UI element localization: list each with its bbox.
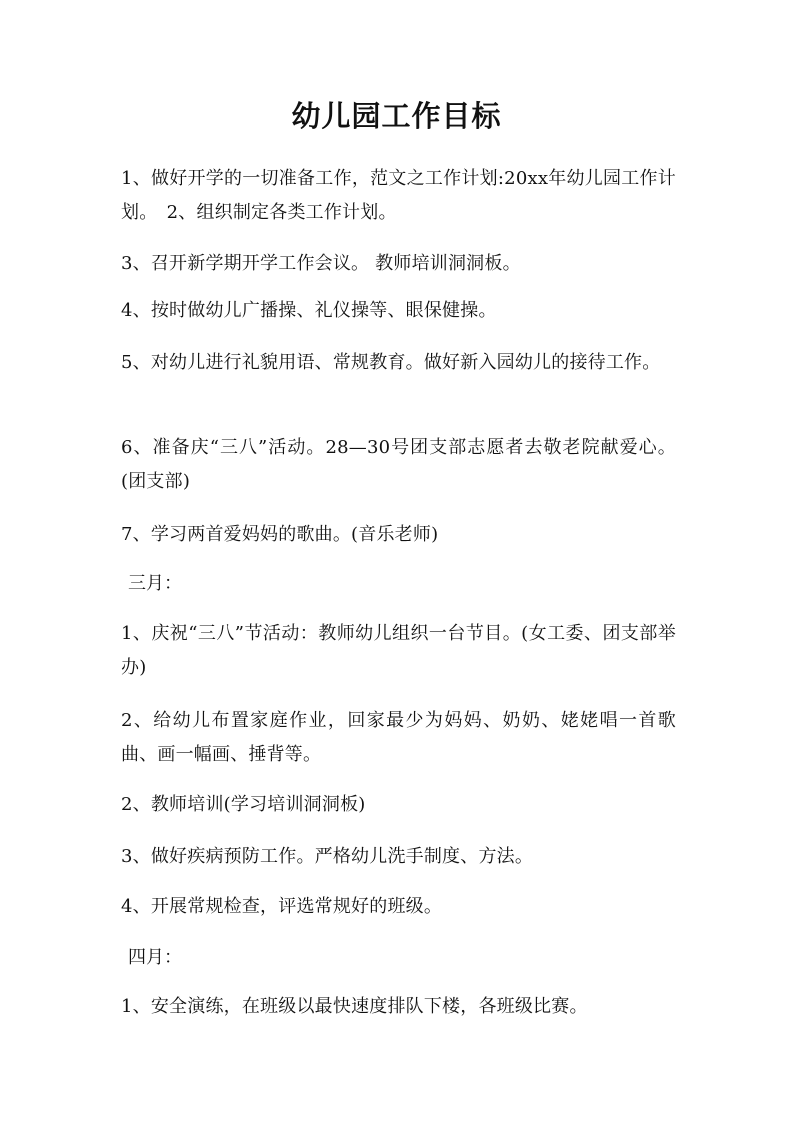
paragraph-1: 1、做好开学的一切准备工作，范文之工作计划:20xx年幼儿园工作计划。 2、组织制定各类工作计划。 (121, 168, 676, 223)
march-item-3: 3、做好疾病预防工作。严格幼儿洗手制度、方法。 (121, 846, 534, 867)
paragraph-5: 5、对幼儿进行礼貌用语、常规教育。做好新入园幼儿的接待工作。 (121, 352, 661, 373)
paragraph-4: 4、按时做幼儿广播操、礼仪操等、眼保健操。 (121, 300, 497, 321)
march-item-4: 4、开展常规检查，评选常规好的班级。 (121, 896, 443, 917)
section-heading-march: 三月： (128, 573, 182, 594)
march-item-training: 2、教师培训(学习培训洞洞板) (121, 794, 366, 815)
paragraph-3: 3、召开新学期开学工作会议。 教师培训洞洞板。 (121, 253, 521, 274)
paragraph-7: 7、学习两首爱妈妈的歌曲。(音乐老师) (121, 524, 439, 545)
march-item-2: 2、给幼儿布置家庭作业，回家最少为妈妈、奶奶、姥姥唱一首歌曲、画一幅画、捶背等。 (121, 710, 676, 765)
section-heading-april: 四月： (128, 947, 182, 968)
april-item-1: 1、安全演练，在班级以最快速度排队下楼，各班级比赛。 (121, 996, 588, 1017)
march-item-1: 1、庆祝“三八”节活动：教师幼儿组织一台节目。(女工委、团支部举办) (121, 623, 676, 678)
document-title: 幼儿园工作目标 (291, 99, 502, 133)
paragraph-6: 6、准备庆“三八”活动。28—30号团支部志愿者去敬老院献爱心。(团支部) (121, 437, 676, 492)
